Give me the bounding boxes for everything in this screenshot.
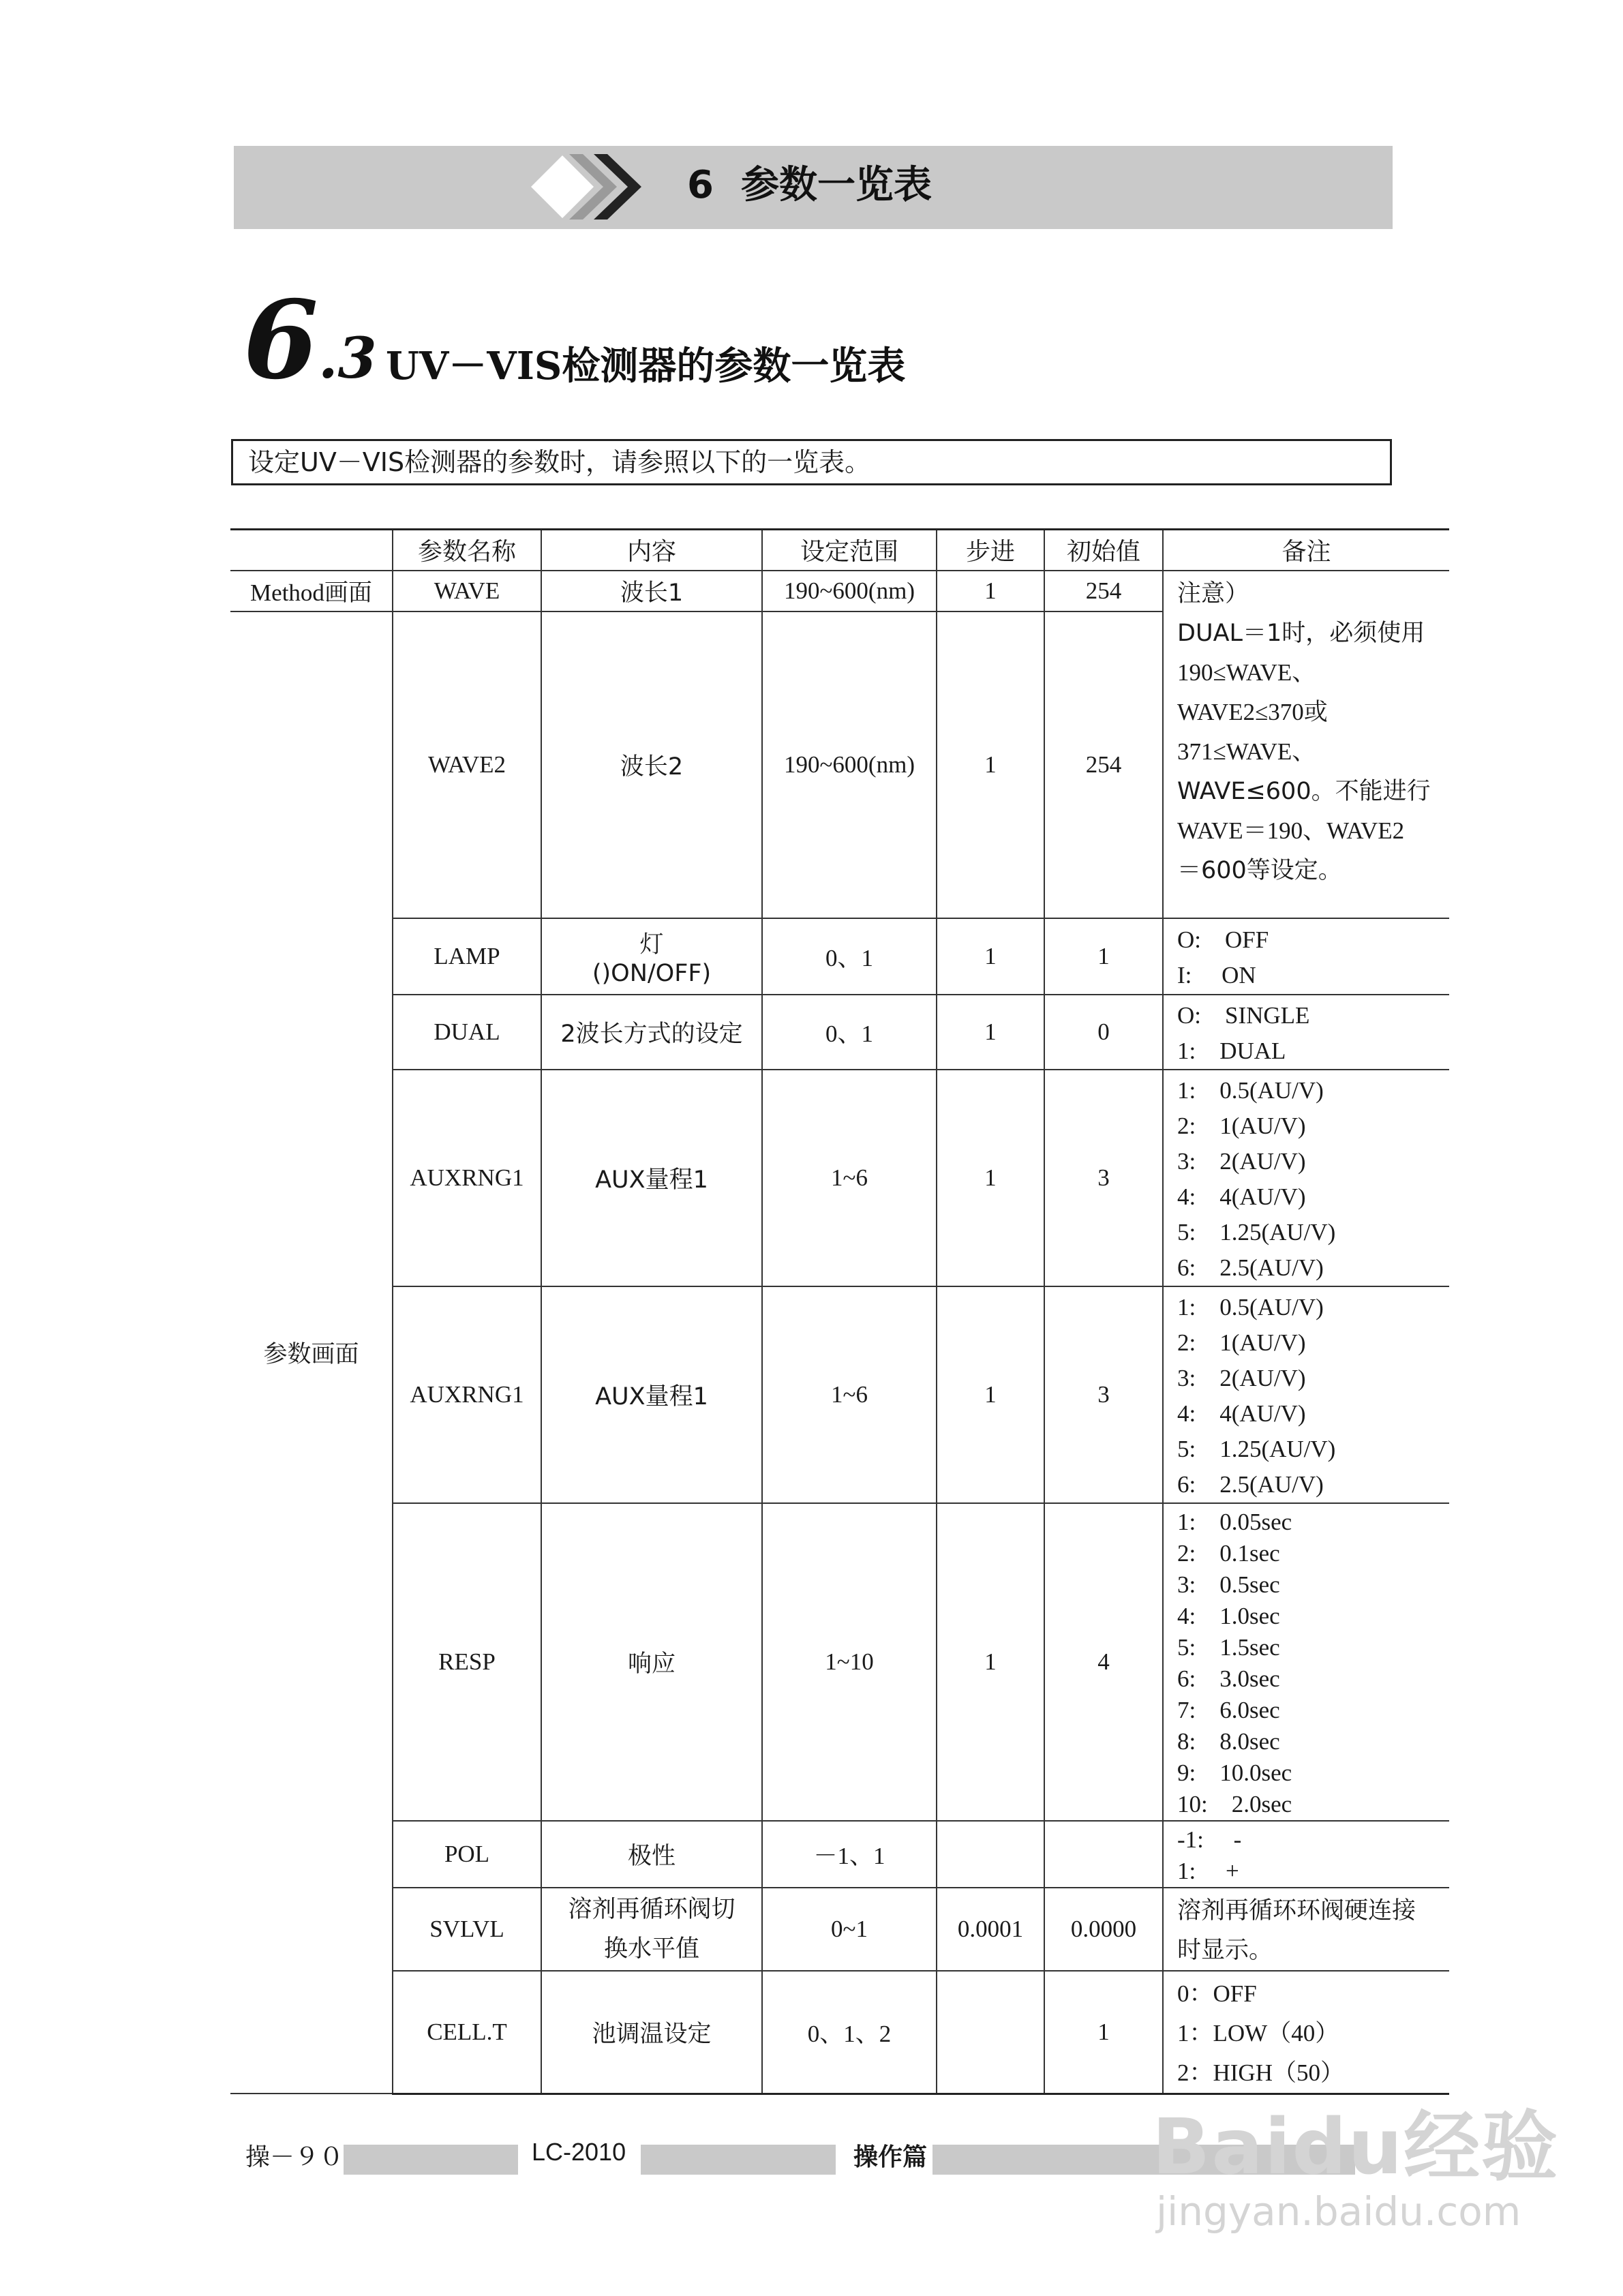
param-initial: 254 bbox=[1044, 611, 1163, 918]
header-name: 参数名称 bbox=[393, 530, 541, 571]
param-initial: 3 bbox=[1044, 1286, 1163, 1503]
intro-box: 设定UV－VIS检测器的参数时，请参照以下的一览表。 bbox=[231, 439, 1392, 485]
section-number bbox=[243, 277, 377, 413]
note-line: 5: 1.25(AU/V) bbox=[1177, 1218, 1336, 1245]
param-initial bbox=[1044, 1821, 1163, 1888]
group-param: 参数画面 bbox=[230, 611, 393, 2094]
param-range: 1~6 bbox=[762, 1070, 937, 1286]
param-name: WAVE2 bbox=[393, 611, 541, 918]
note-line: 注意） bbox=[1177, 579, 1249, 607]
table-row bbox=[230, 918, 1449, 995]
watermark-url: jingyan.baidu.com bbox=[1156, 2188, 1521, 2235]
note-line: O: SINGLE bbox=[1177, 1001, 1310, 1029]
table-row bbox=[230, 1503, 1449, 1821]
note-line: 3: 2(AU/V) bbox=[1177, 1147, 1306, 1175]
param-content bbox=[541, 1888, 762, 1971]
note-line: WAVE＝190、WAVE2 bbox=[1177, 817, 1405, 844]
param-content: 池调温设定 bbox=[541, 1971, 762, 2094]
param-range: 0、1、2 bbox=[762, 1971, 937, 2094]
table-row bbox=[230, 1286, 1449, 1503]
note-line: 371≤WAVE、 bbox=[1177, 738, 1316, 765]
param-step bbox=[937, 1971, 1044, 2094]
param-note bbox=[1163, 1821, 1449, 1888]
param-step: 1 bbox=[937, 995, 1044, 1070]
note-line: 7: 6.0sec bbox=[1177, 1696, 1280, 1723]
note-line: 4: 4(AU/V) bbox=[1177, 1183, 1306, 1210]
table-row bbox=[230, 1821, 1449, 1888]
table-row bbox=[230, 571, 1449, 611]
param-range: －1、1 bbox=[762, 1821, 937, 1888]
param-content: 2波长方式的设定 bbox=[541, 995, 762, 1070]
param-content: 极性 bbox=[541, 1821, 762, 1888]
param-step: 1 bbox=[937, 571, 1044, 611]
param-content: 波长2 bbox=[541, 611, 762, 918]
param-name: CELL.T bbox=[393, 1971, 541, 2094]
param-range: 1~10 bbox=[762, 1503, 937, 1821]
param-name: WAVE bbox=[393, 571, 541, 611]
note-line: 5: 1.5sec bbox=[1177, 1633, 1280, 1661]
wave-note bbox=[1163, 571, 1449, 918]
param-content bbox=[541, 918, 762, 995]
note-line: 3: 0.5sec bbox=[1177, 1571, 1280, 1598]
table-row bbox=[230, 995, 1449, 1070]
content-line: ()ON/OFF) bbox=[592, 959, 712, 987]
table-row bbox=[230, 1888, 1449, 1971]
param-name: POL bbox=[393, 1821, 541, 1888]
param-initial: 0.0000 bbox=[1044, 1888, 1163, 1971]
note-line: 4: 4(AU/V) bbox=[1177, 1400, 1306, 1427]
section-major: 6 bbox=[243, 277, 318, 404]
header-initial: 初始值 bbox=[1044, 530, 1163, 571]
footer-part: 操作篇 bbox=[853, 2143, 928, 2171]
page-number: 操－９０ bbox=[245, 2143, 344, 2171]
diamond-arrows-icon bbox=[527, 149, 663, 225]
note-line: -1: - bbox=[1177, 1826, 1242, 1853]
param-content: AUX量程1 bbox=[541, 1070, 762, 1286]
note-line: 6: 2.5(AU/V) bbox=[1177, 1470, 1324, 1498]
param-name: SVLVL bbox=[393, 1888, 541, 1971]
chapter-title-text: 参数一览表 bbox=[740, 163, 932, 207]
note-line: 10: 2.0sec bbox=[1177, 1790, 1292, 1817]
note-line: I: ON bbox=[1177, 961, 1256, 988]
section-minor: .3 bbox=[318, 326, 377, 391]
header-content: 内容 bbox=[541, 530, 762, 571]
footer-model: LC-2010 bbox=[532, 2138, 626, 2166]
footer-bar bbox=[344, 2145, 518, 2175]
note-line: DUAL＝1时，必须使用 bbox=[1177, 619, 1425, 647]
note-line: 1: 0.5(AU/V) bbox=[1177, 1293, 1324, 1320]
parameter-table bbox=[230, 528, 1449, 2095]
group-method: Method画面 bbox=[230, 571, 393, 611]
param-range: 0、1 bbox=[762, 918, 937, 995]
param-step: 1 bbox=[937, 611, 1044, 918]
param-name: LAMP bbox=[393, 918, 541, 995]
note-line: 6: 2.5(AU/V) bbox=[1177, 1254, 1324, 1281]
note-line: O: OFF bbox=[1177, 926, 1269, 953]
param-note bbox=[1163, 1503, 1449, 1821]
note-line: 3: 2(AU/V) bbox=[1177, 1364, 1306, 1391]
param-name: RESP bbox=[393, 1503, 541, 1821]
table-row bbox=[230, 1070, 1449, 1286]
note-line: 时显示。 bbox=[1177, 1936, 1273, 1964]
content-line: 溶剂再循环阀切 bbox=[568, 1895, 735, 1923]
note-line: WAVE2≤370或 bbox=[1177, 698, 1328, 725]
param-range: 1~6 bbox=[762, 1286, 937, 1503]
param-initial: 1 bbox=[1044, 918, 1163, 995]
param-step: 1 bbox=[937, 1503, 1044, 1821]
note-line: 2: 1(AU/V) bbox=[1177, 1112, 1306, 1139]
param-step: 1 bbox=[937, 918, 1044, 995]
note-line: 6: 3.0sec bbox=[1177, 1665, 1280, 1692]
note-line: 8: 8.0sec bbox=[1177, 1727, 1280, 1755]
note-line: WAVE≤600。不能进行 bbox=[1177, 777, 1431, 805]
note-line: 0：OFF bbox=[1177, 1980, 1257, 2007]
param-name: AUXRNG1 bbox=[393, 1286, 541, 1503]
footer-bar bbox=[641, 2145, 836, 2175]
chapter-number: 6 bbox=[687, 163, 714, 207]
param-initial: 0 bbox=[1044, 995, 1163, 1070]
param-step bbox=[937, 1821, 1044, 1888]
note-line: ＝600等设定。 bbox=[1177, 856, 1342, 884]
param-note bbox=[1163, 1888, 1449, 1971]
param-note bbox=[1163, 1971, 1449, 2094]
note-line: 190≤WAVE、 bbox=[1177, 659, 1316, 686]
note-line: 溶剂再循环环阀硬连接 bbox=[1177, 1897, 1416, 1924]
param-note bbox=[1163, 918, 1449, 995]
param-note bbox=[1163, 1286, 1449, 1503]
header-step: 步进 bbox=[937, 530, 1044, 571]
note-line: 1: + bbox=[1177, 1857, 1239, 1884]
param-step: 1 bbox=[937, 1070, 1044, 1286]
table-row bbox=[230, 1971, 1449, 2094]
note-line: 9: 10.0sec bbox=[1177, 1759, 1292, 1786]
param-initial: 3 bbox=[1044, 1070, 1163, 1286]
param-content: AUX量程1 bbox=[541, 1286, 762, 1503]
param-note bbox=[1163, 995, 1449, 1070]
param-range: 0~1 bbox=[762, 1888, 937, 1971]
param-initial: 1 bbox=[1044, 1971, 1163, 2094]
note-line: 1: DUAL bbox=[1177, 1037, 1286, 1064]
section-title: UV－VIS检测器的参数一览表 bbox=[386, 344, 906, 389]
header-note: 备注 bbox=[1163, 530, 1449, 571]
param-initial: 254 bbox=[1044, 571, 1163, 611]
param-initial: 4 bbox=[1044, 1503, 1163, 1821]
param-range: 190~600(nm) bbox=[762, 611, 937, 918]
note-line: 1: 0.05sec bbox=[1177, 1508, 1292, 1535]
param-range: 0、1 bbox=[762, 995, 937, 1070]
chapter-title bbox=[687, 158, 932, 213]
note-line: 1：LOW（40） bbox=[1177, 2019, 1339, 2046]
content-line: 换水平值 bbox=[603, 1935, 699, 1963]
header-group bbox=[230, 530, 393, 571]
param-step: 0.0001 bbox=[937, 1888, 1044, 1971]
note-line: 1: 0.5(AU/V) bbox=[1177, 1076, 1324, 1104]
note-line: 4: 1.0sec bbox=[1177, 1602, 1280, 1629]
note-line: 2: 0.1sec bbox=[1177, 1539, 1280, 1567]
note-line: 2：HIGH（50） bbox=[1177, 2059, 1344, 2086]
param-step: 1 bbox=[937, 1286, 1044, 1503]
note-line: 5: 1.25(AU/V) bbox=[1177, 1435, 1336, 1462]
param-range: 190~600(nm) bbox=[762, 571, 937, 611]
header-range: 设定范围 bbox=[762, 530, 937, 571]
watermark-logo: Baidu经验 bbox=[1152, 2103, 1560, 2192]
param-content: 响应 bbox=[541, 1503, 762, 1821]
content-line: 灯 bbox=[639, 931, 664, 958]
note-line: 2: 1(AU/V) bbox=[1177, 1329, 1306, 1356]
param-name: DUAL bbox=[393, 995, 541, 1070]
param-content: 波长1 bbox=[541, 571, 762, 611]
param-name: AUXRNG1 bbox=[393, 1070, 541, 1286]
param-note bbox=[1163, 1070, 1449, 1286]
